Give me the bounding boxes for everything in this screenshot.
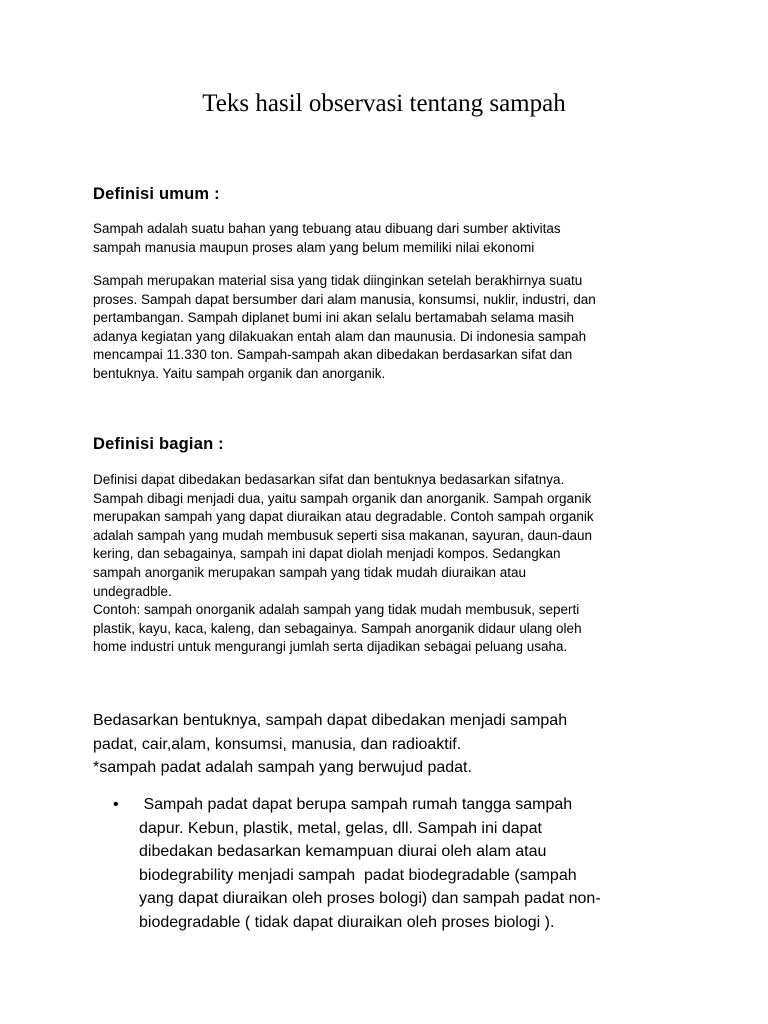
bullet-icon: •: [113, 796, 119, 813]
bullet-item-sampah-padat: [139, 793, 699, 934]
text-line: sampah manusia maupun proses alam yang belum memiliki nilai ekonomi: [93, 239, 535, 255]
text-line: Sampah adalah suatu bahan yang tebuang atau dibuang dari sumber aktivitas: [93, 221, 561, 236]
paragraph-bentuk-sampah: [93, 709, 693, 780]
text-line: Contoh: sampah onorganik adalah sampah yang tidak mudah membusuk, seperti: [93, 602, 580, 618]
text-line: adanya kegiatan yang dilakuakan entah alam dan maunusia. Di indonesia sampah: [93, 328, 587, 344]
text-line: biodegradable ( tidak dapat diuraikan oleh proses biologi ).: [139, 913, 555, 931]
text-line: adalah sampah yang mudah membusuk seperti sisa makanan, sayuran, daun-daun: [93, 527, 593, 543]
paragraph-definisi-umum-2: [93, 272, 693, 384]
text-line: home industri untuk mengurangi jumlah serta dijadikan sebagai peluang usaha.: [93, 639, 568, 655]
text-line: pertambangan. Sampah diplanet bumi ini akan selalu bertamabah selama masih: [93, 310, 575, 326]
text-line: Sampah merupakan material sisa yang tidak diinginkan setelah berakhirnya suatu: [93, 273, 583, 288]
text-line: Sampah padat dapat berupa sampah rumah tangga sampah: [139, 796, 573, 813]
text-line: dapur. Kebun, plastik, metal, gelas, dll. Sampah ini dapat: [139, 819, 542, 837]
heading-definisi-umum: Definisi umum :: [93, 185, 220, 203]
text-line: padat, cair,alam, konsumsi, manusia, dan radioaktif.: [93, 735, 462, 753]
heading-definisi-bagian: Definisi bagian :: [93, 435, 224, 453]
text-line: yang dapat diuraikan oleh proses bologi) dan sampah padat non-: [139, 890, 601, 907]
text-line: merupakan sampah yang dapat diuraikan atau degradable. Contoh sampah organik: [93, 509, 594, 525]
document-title: Teks hasil observasi tentang sampah: [202, 90, 566, 117]
text-line: undegradble.: [93, 583, 172, 599]
text-line: proses. Sampah dapat bersumber dari alam manusia, konsumsi, nuklir, industri, dan: [93, 291, 596, 307]
text-line: dibedakan bedasarkan kemampuan diurai oleh alam atau: [139, 843, 547, 860]
text-line: Bedasarkan bentuknya, sampah dapat dibedakan menjadi sampah: [93, 712, 568, 729]
text-line: kering, dan sebagainya, sampah ini dapat diolah menjadi kompos. Sedangkan: [93, 546, 561, 562]
text-line: Definisi dapat dibedakan bedasarkan sifat dan bentuknya bedasarkan sifatnya.: [93, 472, 565, 487]
paragraph-definisi-bagian: [93, 471, 693, 657]
text-line: sampah anorganik merupakan sampah yang tidak mudah diuraikan atau: [93, 564, 527, 580]
text-line: bentuknya. Yaitu sampah organik dan anorganik.: [93, 365, 386, 381]
paragraph-definisi-umum-1: [93, 220, 693, 257]
text-line: biodegrability menjadi sampah padat biodegradable (sampah: [139, 866, 577, 884]
text-line: mencampai 11.330 ton. Sampah-sampah akan dibedakan berdasarkan sifat dan: [93, 347, 573, 363]
text-line: plastik, kayu, kaca, kaleng, dan sebagainya. Sampah anorganik didaur ulang oleh: [93, 620, 582, 636]
text-line: Sampah dibagi menjadi dua, yaitu sampah organik dan anorganik. Sampah organik: [93, 490, 592, 506]
text-line: *sampah padat adalah sampah yang berwujud padat.: [93, 759, 472, 776]
